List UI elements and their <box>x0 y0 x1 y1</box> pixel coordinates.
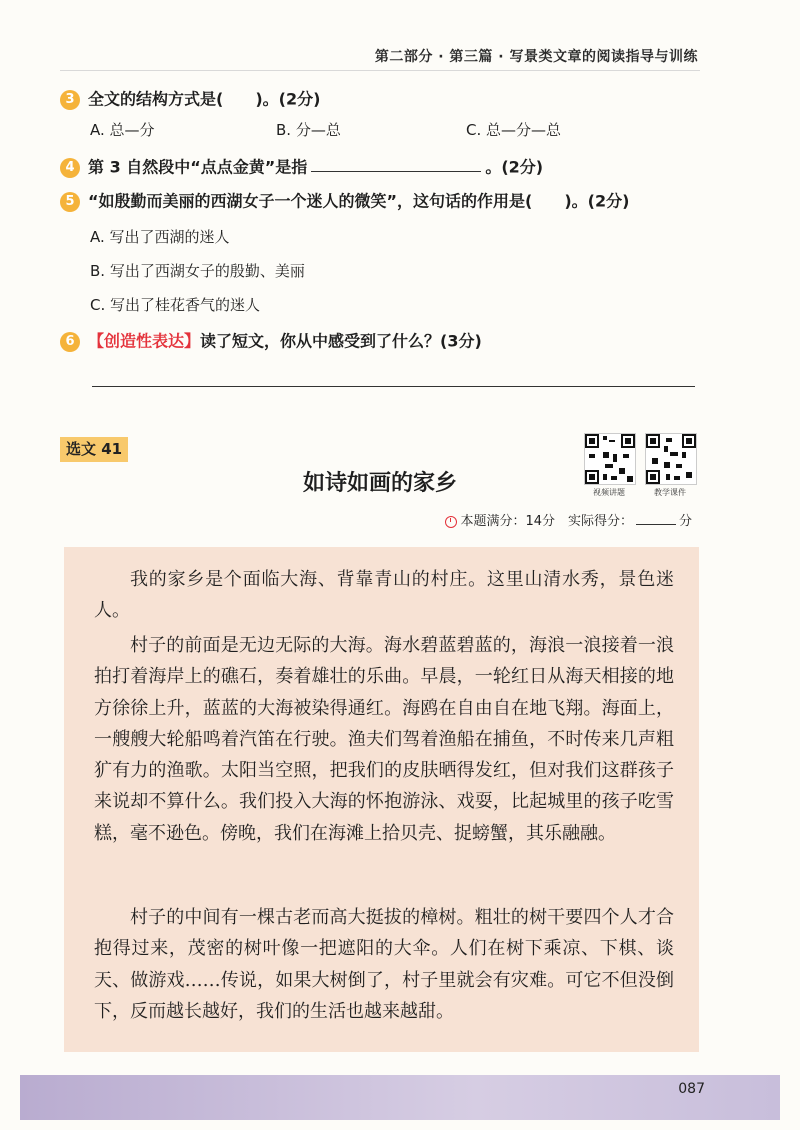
qr-label-courseware: 教学课件 <box>654 488 686 497</box>
passage-box <box>64 547 699 1052</box>
creative-expression-tag: 【创造性表达】 <box>88 331 201 351</box>
running-header: 第二部分 · 第三篇 · 写景类文章的阅读指导与训练 <box>374 49 698 65</box>
question-number-badge: 4 <box>60 158 80 178</box>
q3-option-c: C. 总—分—总 <box>466 121 562 139</box>
clock-icon <box>445 516 457 528</box>
question-6-text: 读了短文，你从中感受到了什么？(3分) <box>200 331 482 351</box>
answer-blank[interactable] <box>311 155 481 172</box>
question-number-badge: 5 <box>60 192 80 212</box>
question-6 <box>60 330 482 353</box>
q3-option-a: A. 总—分 <box>90 121 155 139</box>
q5-option-a: A. 写出了西湖的迷人 <box>90 228 230 246</box>
passage-paragraph-2: 村子的前面是无边无际的大海。海水碧蓝碧蓝的，海浪一浪接着一浪拍打着海岸上的礁石，奏着雄壮的乐曲。早晨，一轮红日从海天相接的地方徐徐上升，蓝蓝的大海被染得通红。海鸥在自由自在地飞翔。海面上，一艘艘大轮船鸣着汽笛在行驶。渔夫们驾着渔船在捕鱼，不时传来几声粗犷有力的渔歌。太阳当空照，把我们的皮肤晒得发红，但对我们这群孩子来说却不算什么。我们投入大海的怀抱游泳、戏耍，比起城里的孩子吃雪糕，毫不逊色。傍晚，我们在海滩上拾贝壳、捉螃蟹，其乐融融。 <box>94 635 674 844</box>
question-5 <box>60 190 629 213</box>
q5-option-b: B. 写出了西湖女子的殷勤、美丽 <box>90 262 305 280</box>
question-4-text-before: 第 3 自然段中“点点金黄”是指 <box>88 157 308 177</box>
qr-label-video: 视频讲题 <box>593 488 625 497</box>
score-blank[interactable] <box>636 512 676 525</box>
score-label: 本题满分：14分 实际得分： <box>460 514 633 529</box>
q5-option-c: C. 写出了桂花香气的迷人 <box>90 296 261 314</box>
score-line <box>445 510 692 529</box>
answer-line[interactable] <box>92 386 695 387</box>
score-unit: 分 <box>678 514 692 529</box>
selection-tag: 选文 41 <box>60 437 128 462</box>
passage-paragraph-3: 村子的中间有一棵古老而高大挺拔的樟树。粗壮的树干要四个人才合抱得过来，茂密的树叶像一把遮阳的大伞。人们在树下乘凉、下棋、谈天、做游戏……传说，如果大树倒了，村子里就会有灾难。可它不但没倒下，反而越长越好，我们的生活也越来越甜。 <box>94 907 674 1022</box>
question-4 <box>60 155 543 179</box>
passage-title: 如诗如画的家乡 <box>302 470 457 496</box>
footer-band <box>20 1075 780 1120</box>
question-number-badge: 6 <box>60 332 80 352</box>
question-3-text: 全文的结构方式是( )。(2分) <box>88 89 321 109</box>
q3-option-b: B. 分—总 <box>276 121 341 139</box>
passage-paragraph-1: 我的家乡是个面临大海、背靠青山的村庄。这里山清水秀，景色迷人。 <box>94 569 674 622</box>
question-number-badge: 3 <box>60 90 80 110</box>
question-4-text-after: 。(2分) <box>485 157 544 177</box>
header-divider <box>60 70 700 71</box>
question-3 <box>60 88 320 111</box>
page-number: 087 <box>678 1081 705 1097</box>
question-5-text: “如殷勤而美丽的西湖女子一个迷人的微笑”，这句话的作用是( )。(2分) <box>88 191 630 211</box>
